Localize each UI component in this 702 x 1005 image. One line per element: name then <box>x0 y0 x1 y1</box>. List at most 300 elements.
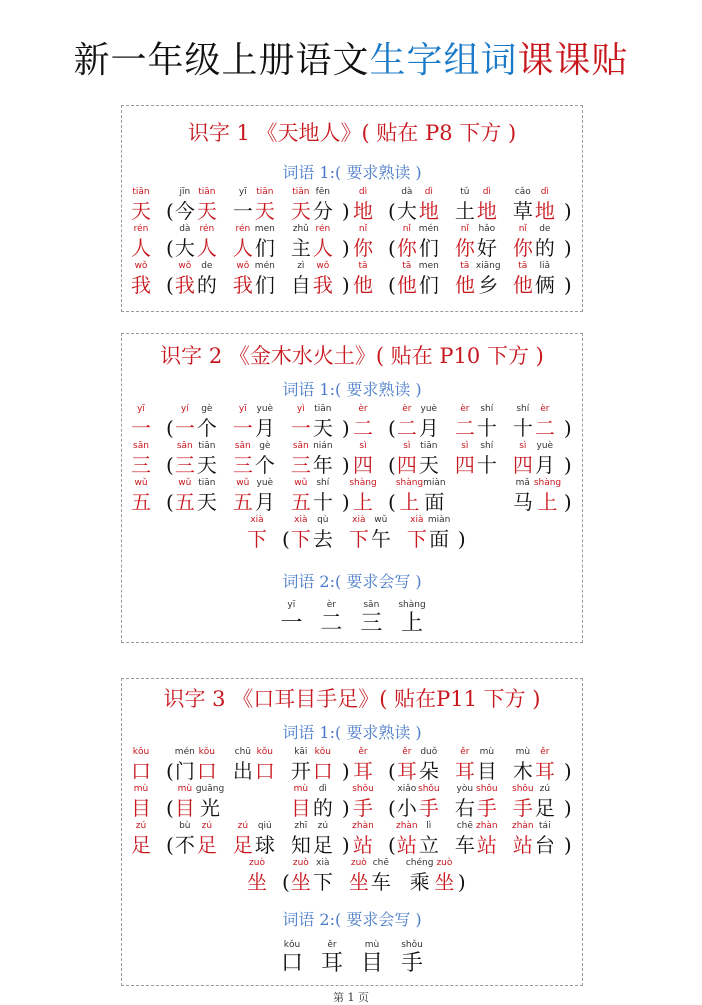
lesson-card-2 <box>121 333 583 643</box>
hanzi: 一 <box>232 416 253 440</box>
write-char <box>398 599 425 637</box>
compound-word <box>512 440 564 478</box>
syllable <box>454 403 476 441</box>
compound-word <box>174 440 226 478</box>
pinyin: mǎ <box>515 478 530 488</box>
compound-word <box>396 223 448 261</box>
syllable <box>312 820 334 858</box>
hanzi: 天 <box>196 490 217 514</box>
hanzi: 手 <box>353 796 373 820</box>
parenthesis: ) <box>341 833 350 857</box>
syllable <box>196 746 218 784</box>
head-char <box>130 260 152 298</box>
pinyin: ěr <box>460 747 470 757</box>
hanzi: 十 <box>476 416 497 440</box>
syllable <box>454 186 476 224</box>
compound-word <box>406 514 458 552</box>
char-group <box>130 260 350 298</box>
pinyin: sì <box>359 441 367 451</box>
pinyin: jīn <box>179 187 191 197</box>
hanzi: 们 <box>254 273 275 297</box>
pinyin: mù <box>515 747 531 757</box>
pinyin: dì <box>424 187 433 197</box>
pinyin: tiān <box>256 187 274 197</box>
hanzi: 右 <box>454 796 475 820</box>
hanzi: 天 <box>312 416 333 440</box>
syllable <box>312 440 334 478</box>
pinyin: zuò <box>436 858 453 868</box>
parenthesis: ) <box>341 236 350 260</box>
hanzi: 月 <box>534 453 555 477</box>
pinyin: nǐ <box>460 224 469 234</box>
head-char <box>130 746 152 784</box>
syllable <box>476 746 498 784</box>
compound-word <box>512 783 564 821</box>
syllable <box>396 746 418 784</box>
pinyin: guāng <box>195 784 225 794</box>
write-char <box>358 599 384 637</box>
hanzi: 十 <box>512 416 533 440</box>
parenthesis: ( <box>388 416 396 440</box>
syllable <box>418 746 440 784</box>
char-group <box>352 403 572 441</box>
pinyin: kǒu <box>198 747 216 757</box>
syllable <box>196 783 224 821</box>
syllable <box>232 820 254 858</box>
parenthesis: ( <box>388 796 396 820</box>
pinyin: chū <box>234 747 251 757</box>
syllable <box>418 440 440 478</box>
pinyin: shǒu <box>418 784 440 794</box>
pinyin: shàng <box>349 478 377 488</box>
hanzi: 足 <box>131 833 151 857</box>
hanzi: 坐 <box>247 870 267 894</box>
head-char <box>352 260 374 298</box>
hanzi: 们 <box>254 236 275 260</box>
pinyin: de <box>539 224 551 234</box>
hanzi: 面 <box>424 490 445 514</box>
head-char <box>130 186 152 224</box>
hanzi: 不 <box>174 833 195 857</box>
pinyin: wǒ <box>316 261 330 271</box>
hanzi: 耳 <box>396 759 417 783</box>
syllable <box>312 783 334 821</box>
hanzi: 小 <box>396 796 417 820</box>
pinyin: yì <box>296 404 305 414</box>
compound-word <box>174 223 226 261</box>
hanzi: 天 <box>418 453 439 477</box>
hanzi: 地 <box>353 199 373 223</box>
syllable <box>418 783 440 821</box>
syllable <box>512 223 534 261</box>
syllable <box>290 186 312 224</box>
pinyin: wǔ <box>374 515 388 525</box>
hanzi: 大 <box>174 236 195 260</box>
pinyin: rén <box>199 224 215 234</box>
pinyin: kǒu <box>283 940 301 950</box>
pinyin: tā <box>402 261 412 271</box>
syllable <box>290 440 312 478</box>
char-group <box>130 783 350 821</box>
syllable <box>312 186 334 224</box>
syllable <box>534 820 556 858</box>
pinyin: zhàn <box>395 821 418 831</box>
parenthesis: ( <box>388 833 396 857</box>
syllable <box>174 403 196 441</box>
pinyin: ěr <box>540 747 550 757</box>
pinyin: wǔ <box>236 478 250 488</box>
pinyin: men <box>254 224 275 234</box>
hanzi: 面 <box>429 527 450 551</box>
pinyin: sì <box>403 441 411 451</box>
pinyin: gè <box>201 404 213 414</box>
compound-word <box>396 403 448 441</box>
compound-word <box>290 477 342 515</box>
hanzi: 手 <box>476 796 497 820</box>
pinyin: rén <box>315 224 331 234</box>
char-group <box>352 223 572 261</box>
compound-word <box>174 820 226 858</box>
syllable <box>512 260 534 298</box>
compound-word <box>512 186 564 224</box>
parenthesis: ( <box>166 796 174 820</box>
syllable <box>174 223 196 261</box>
pinyin: shí <box>480 404 494 414</box>
pinyin: miàn <box>427 515 451 525</box>
pinyin: xià <box>410 515 424 525</box>
syllable <box>312 477 334 515</box>
char-group <box>130 403 350 441</box>
compound-word <box>290 857 342 895</box>
hanzi: 站 <box>512 833 533 857</box>
compound-word <box>396 746 448 784</box>
hanzi: 月 <box>254 490 275 514</box>
pinyin: mù <box>293 784 309 794</box>
hanzi: 你 <box>396 236 417 260</box>
hanzi: 足 <box>196 833 217 857</box>
pinyin: lì <box>426 821 432 831</box>
syllable <box>476 783 498 821</box>
syllable <box>290 477 312 515</box>
syllable <box>476 440 498 478</box>
compound-word <box>512 223 564 261</box>
hanzi: 二 <box>534 416 555 440</box>
hanzi: 五 <box>232 490 253 514</box>
hanzi: 口 <box>280 951 303 976</box>
write-char <box>318 599 344 637</box>
lesson-title: 识字 2 《金木水火土》( 贴在 P10 下方 ) <box>160 344 544 368</box>
hanzi: 三 <box>290 453 311 477</box>
hanzi: 好 <box>476 236 497 260</box>
hanzi: 目 <box>131 796 151 820</box>
lesson-card-3 <box>121 678 583 986</box>
syllable <box>454 440 476 478</box>
pinyin: sān <box>133 441 149 451</box>
pinyin: shàng <box>395 478 424 488</box>
char-group <box>246 857 466 895</box>
hanzi: 你 <box>454 236 475 260</box>
pinyin: fēn <box>315 187 331 197</box>
syllable <box>312 260 334 298</box>
hanzi: 十 <box>476 453 497 477</box>
pinyin: tiān <box>292 187 310 197</box>
hanzi: 一 <box>174 416 195 440</box>
parenthesis: ( <box>166 236 174 260</box>
hanzi: 坐 <box>290 870 311 894</box>
syllable <box>406 514 428 552</box>
hanzi: 口 <box>312 759 333 783</box>
pinyin: tiān <box>198 478 216 488</box>
hanzi: 坐 <box>348 870 369 894</box>
compound-word <box>232 746 284 784</box>
syllable <box>232 223 254 261</box>
pinyin: wǔ <box>134 478 148 488</box>
syllable <box>254 260 276 298</box>
head-char <box>130 223 152 261</box>
syllable <box>196 223 218 261</box>
pinyin: bù <box>179 821 191 831</box>
pinyin: dà <box>179 224 191 234</box>
pinyin: yuè <box>536 441 554 451</box>
pinyin: tiān <box>132 187 150 197</box>
syllable <box>396 223 418 261</box>
pinyin: tiān <box>314 404 332 414</box>
parenthesis: ) <box>341 796 350 820</box>
compound-word <box>232 260 284 298</box>
compound-word <box>454 746 506 784</box>
head-char <box>352 440 374 478</box>
syllable <box>512 440 534 478</box>
pinyin: zú <box>539 784 551 794</box>
pinyin: zuò <box>249 858 265 868</box>
head-char <box>352 820 374 858</box>
parenthesis: ( <box>388 759 396 783</box>
parenthesis: ( <box>388 490 396 514</box>
syllable <box>174 783 196 821</box>
compound-word <box>290 440 342 478</box>
parenthesis: ( <box>166 759 174 783</box>
syllable <box>512 820 534 858</box>
pinyin: men <box>418 261 439 271</box>
head-char <box>352 223 374 261</box>
compound-word <box>290 260 342 298</box>
pinyin: èr <box>540 404 550 414</box>
pinyin: èr <box>460 404 470 414</box>
hanzi: 人 <box>312 236 333 260</box>
hanzi: 午 <box>370 527 391 551</box>
syllable <box>254 440 276 478</box>
title-part-3: 课课贴 <box>517 40 629 81</box>
pinyin: yī <box>137 404 145 414</box>
syllable <box>348 514 370 552</box>
hanzi: 个 <box>254 453 275 477</box>
pinyin: èr <box>358 404 368 414</box>
hanzi: 俩 <box>534 273 555 297</box>
page-number: 第 1 页 <box>333 991 369 1004</box>
char-group <box>352 820 572 858</box>
syllable <box>174 186 196 224</box>
syllable <box>290 514 312 552</box>
hanzi: 地 <box>418 199 439 223</box>
pinyin: sì <box>461 441 469 451</box>
hanzi: 他 <box>512 273 533 297</box>
pinyin: dì <box>540 187 549 197</box>
hanzi: 五 <box>290 490 311 514</box>
parenthesis: ( <box>388 199 396 223</box>
parenthesis: ) <box>341 453 350 477</box>
hanzi: 我 <box>312 273 333 297</box>
compound-word <box>512 820 564 858</box>
syllable <box>232 746 254 784</box>
syllable <box>254 477 276 515</box>
pinyin: yī <box>287 600 296 610</box>
pinyin: wǒ <box>178 261 192 271</box>
hanzi: 五 <box>174 490 195 514</box>
pinyin: wǒ <box>134 261 148 271</box>
parenthesis: ) <box>563 273 572 297</box>
hanzi: 分 <box>312 199 333 223</box>
hanzi: 我 <box>232 273 253 297</box>
syllable <box>174 260 196 298</box>
words1-label: 词语 1:( 要求熟读 ) <box>282 380 422 399</box>
hanzi: 的 <box>312 796 333 820</box>
hanzi: 下 <box>348 527 369 551</box>
hanzi: 知 <box>290 833 311 857</box>
hanzi: 上 <box>399 490 420 514</box>
pinyin: dì <box>482 187 491 197</box>
syllable <box>476 820 498 858</box>
parenthesis: ) <box>563 796 572 820</box>
hanzi: 耳 <box>534 759 555 783</box>
pinyin: de <box>201 261 213 271</box>
hanzi: 站 <box>396 833 417 857</box>
pinyin: nián <box>313 441 333 451</box>
syllable <box>534 260 556 298</box>
pinyin: xià <box>250 515 264 525</box>
hanzi: 口 <box>196 759 217 783</box>
syllable <box>534 186 556 224</box>
compound-word <box>290 223 342 261</box>
char-group <box>130 440 350 478</box>
write-characters <box>122 599 582 637</box>
pinyin: mén <box>418 224 439 234</box>
syllable <box>476 223 498 261</box>
hanzi: 主 <box>290 236 311 260</box>
char-group <box>246 514 466 552</box>
pinyin: nǐ <box>518 224 527 234</box>
hanzi: 四 <box>512 453 533 477</box>
syllable <box>312 223 334 261</box>
compound-word <box>232 477 284 515</box>
syllable <box>396 440 418 478</box>
compound-word <box>348 857 400 895</box>
hanzi: 今 <box>174 199 195 223</box>
hanzi: 你 <box>353 236 373 260</box>
syllable <box>174 477 196 515</box>
char-group <box>130 186 350 224</box>
hanzi: 三 <box>360 611 383 636</box>
pinyin: chē <box>456 821 473 831</box>
hanzi: 站 <box>353 833 373 857</box>
parenthesis: ) <box>341 416 350 440</box>
compound-word <box>512 260 564 298</box>
head-char <box>130 477 152 515</box>
compound-word <box>454 260 506 298</box>
hanzi: 人 <box>131 236 151 260</box>
hanzi: 足 <box>232 833 253 857</box>
hanzi: 下 <box>406 527 427 551</box>
compound-word <box>232 403 284 441</box>
pinyin: xià <box>352 515 366 525</box>
pinyin: tǔ <box>460 187 470 197</box>
hanzi: 四 <box>454 453 475 477</box>
char-group <box>352 783 572 821</box>
hanzi: 车 <box>370 870 391 894</box>
compound-word <box>406 857 458 895</box>
pinyin: shǒu <box>401 940 423 950</box>
pinyin: xiǎo <box>397 784 417 794</box>
syllable <box>232 260 254 298</box>
compound-word <box>512 403 564 441</box>
syllable <box>396 260 418 298</box>
syllable <box>290 857 312 895</box>
char-group <box>130 223 350 261</box>
hanzi: 三 <box>174 453 195 477</box>
hanzi: 球 <box>254 833 275 857</box>
syllable <box>534 783 556 821</box>
hanzi: 乡 <box>478 273 499 297</box>
syllable <box>370 514 392 552</box>
pinyin: shǒu <box>512 784 534 794</box>
syllable <box>254 223 276 261</box>
syllable <box>418 186 440 224</box>
pinyin: xiāng <box>475 261 501 271</box>
parenthesis: ( <box>166 453 174 477</box>
char-group <box>352 746 572 784</box>
syllable <box>512 186 534 224</box>
pinyin: yuè <box>420 404 438 414</box>
hanzi: 月 <box>254 416 275 440</box>
head-char <box>130 403 152 441</box>
hanzi: 四 <box>353 453 373 477</box>
hanzi: 大 <box>396 199 417 223</box>
syllable <box>512 783 534 821</box>
compound-word <box>290 820 342 858</box>
syllable <box>534 440 556 478</box>
pinyin: zuò <box>350 858 367 868</box>
pinyin: kǒu <box>256 747 274 757</box>
hanzi: 马 <box>512 490 533 514</box>
pinyin: zú <box>135 821 147 831</box>
compound-word <box>396 440 448 478</box>
parenthesis: ) <box>563 199 572 223</box>
char-group <box>130 477 350 515</box>
syllable <box>512 477 534 515</box>
syllable <box>196 440 218 478</box>
title-part-1: 新一年级上册语文 <box>73 40 370 81</box>
syllable <box>476 403 498 441</box>
pinyin: ěr <box>402 747 412 757</box>
parenthesis: ) <box>457 527 466 551</box>
hanzi: 他 <box>454 273 475 297</box>
parenthesis: ( <box>388 453 396 477</box>
hanzi: 目 <box>174 796 195 820</box>
syllable <box>396 186 418 224</box>
hanzi: 足 <box>312 833 333 857</box>
pinyin: tā <box>460 261 470 271</box>
pinyin: zú <box>317 821 329 831</box>
write-char <box>278 599 304 637</box>
